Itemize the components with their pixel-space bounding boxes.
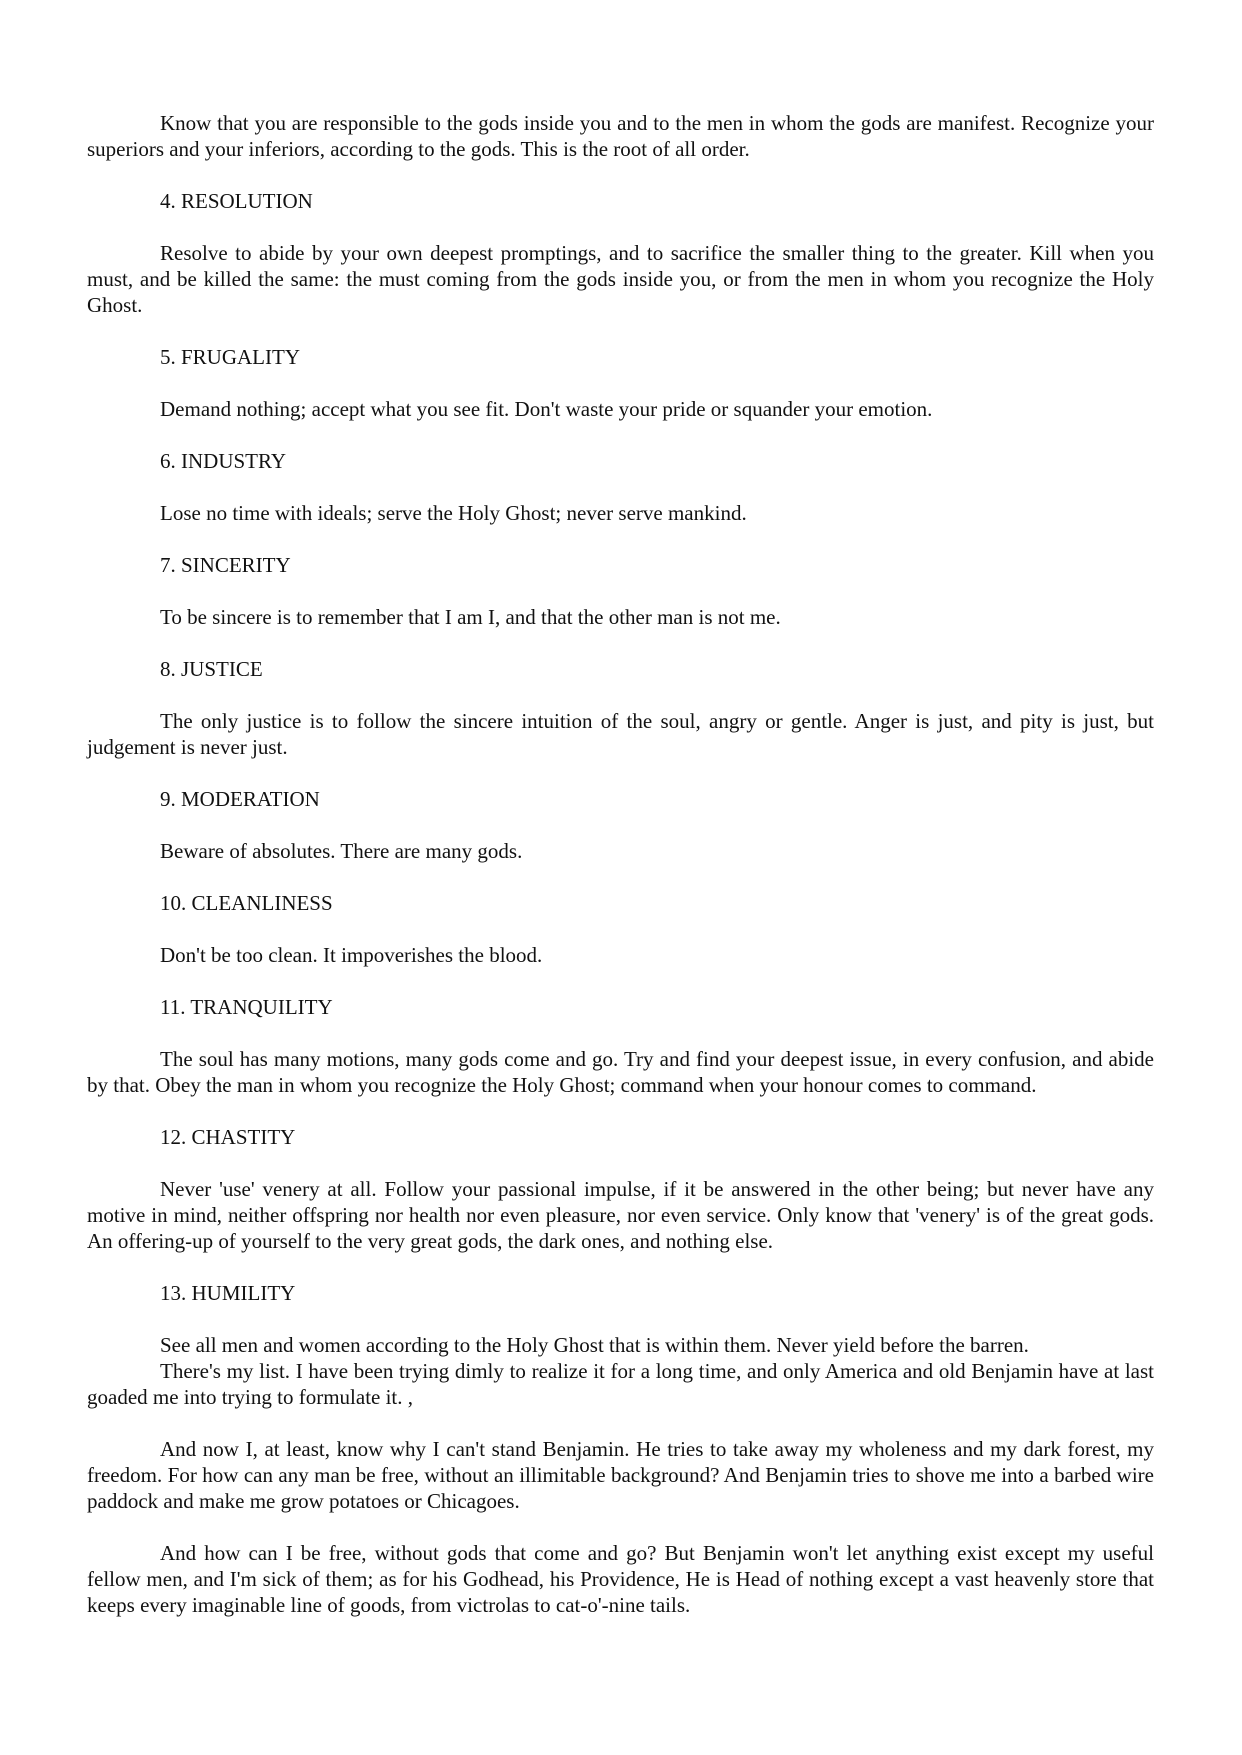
closing-paragraph-2: And how can I be free, without gods that come and go? But Benjamin won't let anything exist except my useful fellow men, and I'm sick of them; as for his Godhead, his Providence, He is Head of nothing except a vast heavenly store that keeps every imaginable line of goods, from victrolas to cat-o'-nine tails. [87,1541,1154,1617]
paragraph-moderation: Beware of absolutes. There are many gods. [160,839,523,863]
paragraph-sincerity: To be sincere is to remember that I am I, and that the other man is not me. [160,605,781,629]
heading-humility: 13. HUMILITY [160,1281,296,1305]
intro-paragraph: Know that you are responsible to the gods inside you and to the men in whom the gods are manifest. Recognize your superiors and your inferiors, according to the gods. This is the root of all order. [87,111,1154,161]
heading-frugality: 5. FRUGALITY [160,345,300,369]
heading-resolution: 4. RESOLUTION [160,189,313,213]
paragraph-justice: The only justice is to follow the sincere intuition of the soul, angry or gentle. Anger is just, and pity is just, but judgement is never just. [87,709,1154,759]
closing-paragraph-1: And now I, at least, know why I can't stand Benjamin. He tries to take away my wholeness and my dark forest, my freedom. For how can any man be free, without an illimitable background? And Benjamin tries to shove me into a barbed wire paddock and make me grow potatoes or Chicagoes. [87,1437,1154,1513]
heading-chastity: 12. CHASTITY [160,1125,296,1149]
paragraph-humility: See all men and women according to the Holy Ghost that is within them. Never yield before the barren. [160,1333,1029,1357]
heading-tranquility: 11. TRANQUILITY [160,995,333,1019]
paragraph-chastity: Never 'use' venery at all. Follow your passional impulse, if it be answered in the other being; but never have any motive in mind, neither offspring nor health nor even pleasure, nor even service. Only know that 'venery' is of the great gods. An offering-up of yourself to the very great gods, the dark ones, and nothing else. [87,1177,1154,1253]
heading-moderation: 9. MODERATION [160,787,320,811]
paragraph-industry: Lose no time with ideals; serve the Holy Ghost; never serve mankind. [160,501,747,525]
paragraph-cleanliness: Don't be too clean. It impoverishes the blood. [160,943,543,967]
heading-sincerity: 7. SINCERITY [160,553,291,577]
paragraph-resolution: Resolve to abide by your own deepest promptings, and to sacrifice the smaller thing to the greater. Kill when you must, and be killed the same: the must coming from the gods inside you, or from the men in whom you recognize the Holy Ghost. [87,241,1154,317]
heading-cleanliness: 10. CLEANLINESS [160,891,333,915]
list-note-paragraph: There's my list. I have been trying dimly to realize it for a long time, and only America and old Benjamin have at last goaded me into trying to formulate it. , [87,1359,1154,1409]
paragraph-tranquility: The soul has many motions, many gods come and go. Try and find your deepest issue, in every confusion, and abide by that. Obey the man in whom you recognize the Holy Ghost; command when your honour comes to command. [87,1047,1154,1097]
document-page [87,110,1154,1618]
paragraph-frugality: Demand nothing; accept what you see fit. Don't waste your pride or squander your emotion. [160,397,933,421]
heading-industry: 6. INDUSTRY [160,449,287,473]
heading-justice: 8. JUSTICE [160,657,263,681]
